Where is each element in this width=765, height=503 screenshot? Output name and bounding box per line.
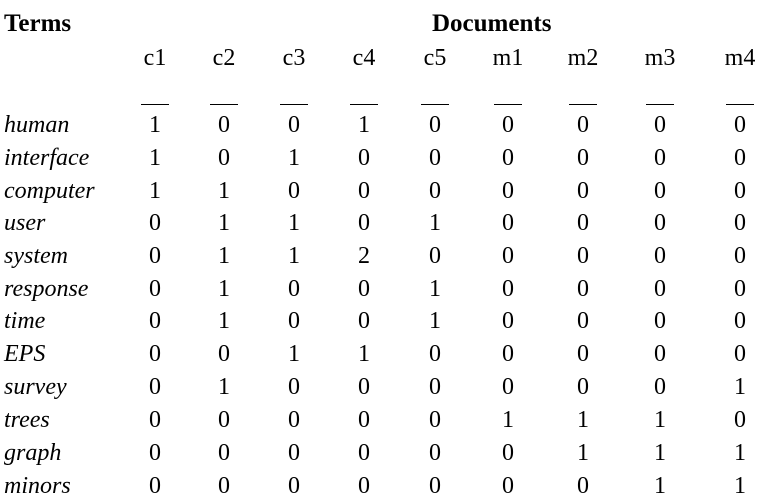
term-label: time <box>4 308 46 334</box>
matrix-cell: 0 <box>429 243 441 269</box>
matrix-cell: 0 <box>149 243 161 269</box>
matrix-cell: 0 <box>218 407 230 433</box>
matrix-cell: 0 <box>654 112 666 138</box>
matrix-cell: 2 <box>358 243 370 269</box>
column-header-c1: c1 <box>143 45 167 71</box>
column-header-c4: c4 <box>352 45 376 71</box>
matrix-cell: 1 <box>577 440 589 466</box>
matrix-cell: 1 <box>429 276 441 302</box>
matrix-cell: 0 <box>358 276 370 302</box>
column-underline <box>646 104 674 105</box>
matrix-cell: 0 <box>577 473 589 499</box>
matrix-cell: 0 <box>149 407 161 433</box>
matrix-cell: 0 <box>429 145 441 171</box>
matrix-cell: 0 <box>218 145 230 171</box>
column-underline <box>494 104 522 105</box>
matrix-cell: 0 <box>577 341 589 367</box>
matrix-cell: 0 <box>654 276 666 302</box>
term-label: user <box>4 210 46 236</box>
matrix-cell: 0 <box>429 178 441 204</box>
matrix-cell: 0 <box>654 374 666 400</box>
term-label: minors <box>4 473 71 499</box>
matrix-cell: 0 <box>358 374 370 400</box>
term-label: human <box>4 112 70 138</box>
matrix-cell: 0 <box>149 308 161 334</box>
matrix-cell: 0 <box>429 440 441 466</box>
matrix-cell: 0 <box>654 210 666 236</box>
matrix-cell: 1 <box>218 210 230 236</box>
matrix-cell: 1 <box>218 374 230 400</box>
matrix-cell: 0 <box>218 440 230 466</box>
matrix-cell: 0 <box>502 145 514 171</box>
matrix-cell: 0 <box>577 374 589 400</box>
matrix-cell: 0 <box>288 473 300 499</box>
matrix-cell: 0 <box>218 341 230 367</box>
matrix-cell: 1 <box>149 178 161 204</box>
matrix-cell: 0 <box>577 276 589 302</box>
column-header-m1: m1 <box>492 45 524 71</box>
matrix-cell: 0 <box>149 341 161 367</box>
matrix-cell: 1 <box>288 145 300 171</box>
matrix-cell: 1 <box>358 341 370 367</box>
matrix-cell: 1 <box>734 473 746 499</box>
matrix-cell: 1 <box>734 374 746 400</box>
column-underline <box>210 104 238 105</box>
terms-heading: Terms <box>4 10 72 37</box>
matrix-cell: 0 <box>429 341 441 367</box>
matrix-cell: 0 <box>502 178 514 204</box>
matrix-cell: 0 <box>149 473 161 499</box>
matrix-cell: 0 <box>149 276 161 302</box>
matrix-cell: 1 <box>218 308 230 334</box>
matrix-cell: 0 <box>149 210 161 236</box>
term-label: response <box>4 276 89 302</box>
matrix-cell: 1 <box>577 407 589 433</box>
matrix-cell: 0 <box>149 374 161 400</box>
matrix-cell: 0 <box>288 407 300 433</box>
matrix-cell: 0 <box>654 341 666 367</box>
matrix-cell: 1 <box>654 473 666 499</box>
matrix-cell: 0 <box>502 440 514 466</box>
matrix-cell: 0 <box>358 407 370 433</box>
matrix-cell: 0 <box>502 210 514 236</box>
column-underline <box>569 104 597 105</box>
matrix-cell: 0 <box>577 243 589 269</box>
matrix-cell: 0 <box>734 407 746 433</box>
matrix-cell: 0 <box>577 210 589 236</box>
matrix-cell: 1 <box>218 243 230 269</box>
matrix-cell: 1 <box>654 407 666 433</box>
matrix-cell: 0 <box>734 308 746 334</box>
column-header-m4: m4 <box>724 45 756 71</box>
matrix-cell: 0 <box>654 243 666 269</box>
matrix-cell: 1 <box>429 308 441 334</box>
matrix-cell: 0 <box>502 374 514 400</box>
column-underline <box>280 104 308 105</box>
matrix-cell: 0 <box>358 178 370 204</box>
column-underline <box>350 104 378 105</box>
matrix-cell: 0 <box>288 178 300 204</box>
matrix-cell: 0 <box>429 473 441 499</box>
matrix-cell: 0 <box>654 145 666 171</box>
matrix-cell: 0 <box>288 440 300 466</box>
matrix-cell: 0 <box>218 473 230 499</box>
matrix-cell: 0 <box>734 145 746 171</box>
matrix-cell: 0 <box>654 178 666 204</box>
matrix-cell: 0 <box>358 473 370 499</box>
term-label: trees <box>4 407 50 433</box>
matrix-cell: 0 <box>429 112 441 138</box>
matrix-cell: 0 <box>502 308 514 334</box>
matrix-cell: 1 <box>288 210 300 236</box>
column-header-c5: c5 <box>423 45 447 71</box>
term-label: survey <box>4 374 67 400</box>
matrix-cell: 1 <box>502 407 514 433</box>
matrix-cell: 1 <box>429 210 441 236</box>
matrix-cell: 0 <box>654 308 666 334</box>
column-underline <box>726 104 754 105</box>
column-header-m2: m2 <box>567 45 599 71</box>
matrix-cell: 1 <box>149 145 161 171</box>
matrix-cell: 1 <box>218 276 230 302</box>
matrix-cell: 0 <box>502 341 514 367</box>
column-header-c2: c2 <box>212 45 236 71</box>
matrix-cell: 0 <box>577 178 589 204</box>
matrix-cell: 0 <box>502 112 514 138</box>
matrix-cell: 0 <box>577 308 589 334</box>
matrix-cell: 0 <box>734 112 746 138</box>
matrix-cell: 0 <box>734 210 746 236</box>
term-label: system <box>4 243 68 269</box>
matrix-cell: 1 <box>149 112 161 138</box>
matrix-cell: 1 <box>654 440 666 466</box>
matrix-cell: 0 <box>358 210 370 236</box>
matrix-cell: 0 <box>577 112 589 138</box>
column-underline <box>421 104 449 105</box>
documents-heading: Documents <box>432 10 552 37</box>
matrix-cell: 0 <box>288 276 300 302</box>
matrix-cell: 0 <box>358 440 370 466</box>
matrix-cell: 0 <box>358 145 370 171</box>
term-label: graph <box>4 440 62 466</box>
term-label: EPS <box>4 341 46 367</box>
term-label: interface <box>4 145 90 171</box>
matrix-cell: 0 <box>288 112 300 138</box>
matrix-cell: 0 <box>288 308 300 334</box>
matrix-cell: 0 <box>218 112 230 138</box>
matrix-cell: 1 <box>734 440 746 466</box>
matrix-cell: 0 <box>429 374 441 400</box>
matrix-cell: 0 <box>502 243 514 269</box>
matrix-cell: 1 <box>358 112 370 138</box>
matrix-cell: 0 <box>734 243 746 269</box>
matrix-cell: 1 <box>288 243 300 269</box>
matrix-cell: 1 <box>218 178 230 204</box>
matrix-cell: 0 <box>288 374 300 400</box>
matrix-cell: 0 <box>502 473 514 499</box>
matrix-cell: 0 <box>734 341 746 367</box>
matrix-cell: 0 <box>577 145 589 171</box>
matrix-cell: 0 <box>734 178 746 204</box>
matrix-cell: 0 <box>429 407 441 433</box>
matrix-cell: 0 <box>734 276 746 302</box>
term-label: computer <box>4 178 95 204</box>
matrix-cell: 0 <box>149 440 161 466</box>
column-header-c3: c3 <box>282 45 306 71</box>
matrix-cell: 0 <box>358 308 370 334</box>
matrix-cell: 0 <box>502 276 514 302</box>
column-underline <box>141 104 169 105</box>
column-header-m3: m3 <box>644 45 676 71</box>
matrix-cell: 1 <box>288 341 300 367</box>
